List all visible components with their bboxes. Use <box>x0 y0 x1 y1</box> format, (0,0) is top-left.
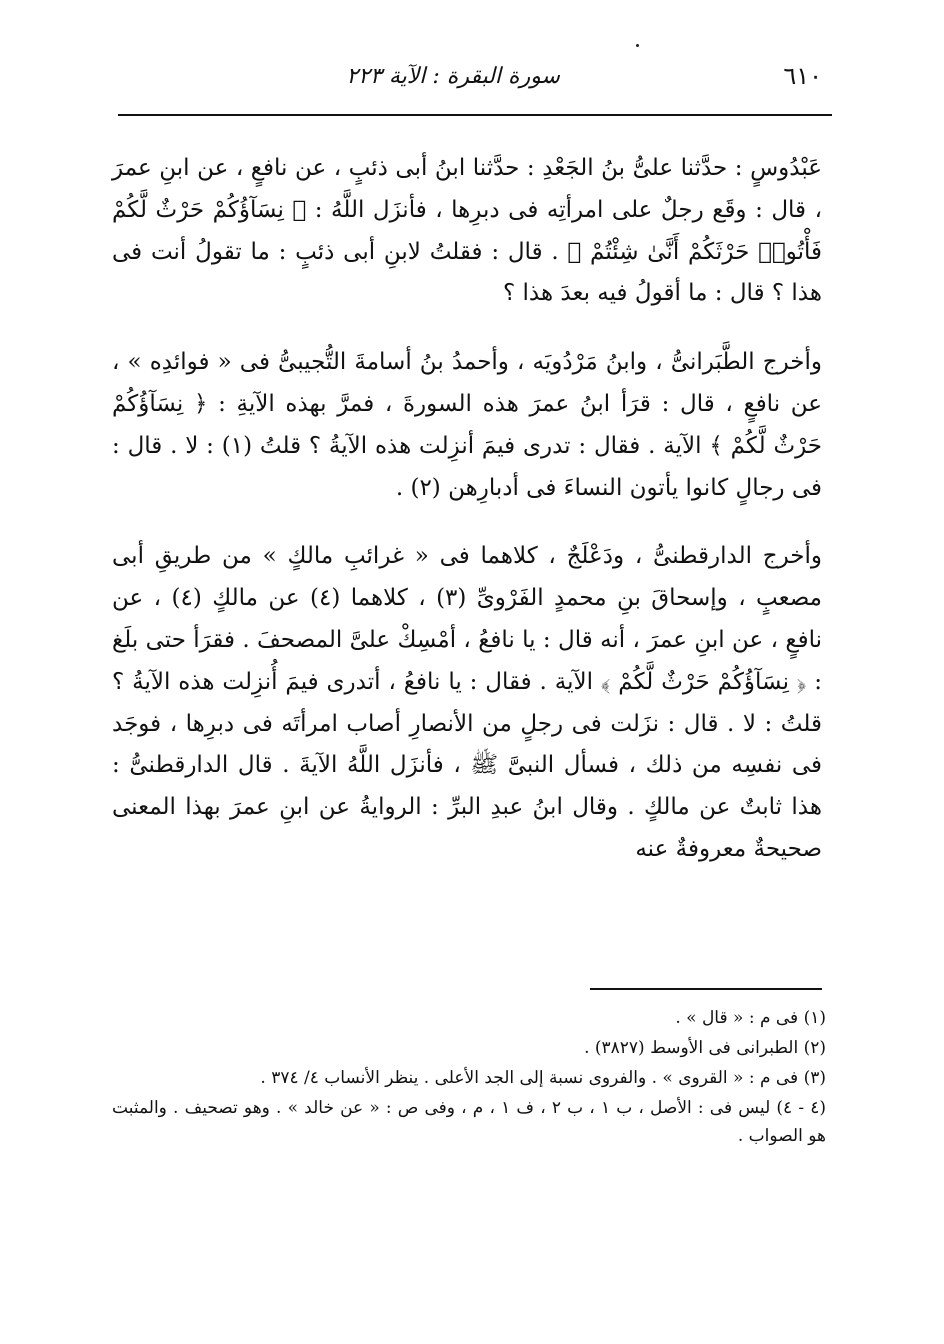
page-header <box>118 62 832 102</box>
footnote-2: (٢) الطبرانى فى الأوسط (٣٨٢٧) . <box>584 1038 826 1058</box>
paragraph-3: وأخرج الدارقطنىُّ ، ودَعْلَجٌ ، كلاهما فى « غرائبِ مالكٍ » من طريقِ أبى مصعبٍ ، وإسحاقَ بنِ محمدٍ الفَرْوىِّ (٣) ، كلاهما (٤) عن مالكٍ (٤) ، عن نافعٍ ، عن ابنِ عمرَ ، أنه قال : يا نافعُ ، أمْسِكْ علىَّ المصحفَ . فقرَأ حتى بلَغ : ﴿ نِسَآؤُكُمْ حَرْثٌ لَّكُمْ ﴾ الآية . فقال : يا نافعُ ، أتدرى فيمَ أُنزِلت هذه الآيةُ ؟ قلتُ : لا . قال : نزَلت فى رجلٍ من الأنصارِ أصاب امرأتَه فى دبرِها ، فوجَد فى نفسِه من ذلك ، فسأل النبىَّ ﷺ ، فأنزَل اللَّهُ الآيةَ . قال الدارقطنىُّ : هذا ثابتٌ عن مالكٍ . وقال ابنُ عبدِ البرِّ : الروايةُ عن ابنِ عمرَ بهذا المعنى صحيحةٌ معروفةٌ عنه <box>112 543 822 862</box>
header-rule <box>118 114 832 116</box>
page-number: ٦١٠ <box>783 62 822 90</box>
footnote-4: (٤ - ٤) ليس فى : الأصل ، ب ١ ، ب ٢ ، ف ١ ، م ، وفى ص : « عن خالد » . وهو تصحيف . والمثبت هو الصواب . <box>112 1098 827 1146</box>
running-title: سورة البقرة : الآية ٢٢٣ <box>346 64 560 89</box>
footnote-1: (١) فى م : « قال » . <box>675 1008 826 1028</box>
paragraph-2: وأخرج الطَّبَرانىُّ ، وابنُ مَرْدُويَه ، وأحمدُ بنُ أسامةَ التُّجيبىُّ فى « فوائدِه » ، عن نافعٍ ، قال : قرَأ ابنُ عمرَ هذه السورةَ ، فمرَّ بهذه الآيةِ : ﴿ نِسَآؤُكُمْ حَرْثٌ لَّكُمْ ﴾ الآية . فقال : تدرى فيمَ أنزِلت هذه الآيةُ ؟ قلتُ (١) : لا . قال : فى رجالٍ كانوا يأتون النساءَ فى أدبارِهن (٢) . <box>112 349 823 501</box>
paragraph-1: عَبْدُوسٍ : حدَّثنا علىُّ بنُ الجَعْدِ : حدَّثنا ابنُ أبى ذئبٍ ، عن نافعٍ ، عن ابنِ عمرَ ، قال : وقَع رجلٌ على امرأتِه فى دبرِها ، فأنزَل اللَّهُ : ﴿ نِسَآؤُكُمْ حَرْثٌ لَّكُمْ فَأْتُوا۟ حَرْثَكُمْ أَنَّىٰ شِئْتُمْ ﴾ . قال : فقلتُ لابنِ أبى ذئبٍ : ما تقولُ أنت فى هذا ؟ قال : ما أقولُ فيه بعدَ هذا ؟ <box>112 155 822 307</box>
footnotes <box>112 1004 826 1152</box>
main-text <box>112 148 822 898</box>
footnote-3: (٣) فى م : « القروى » . والفروى نسبة إلى الجد الأعلى . ينظر الأنساب ٤/ ٣٧٤ . <box>260 1068 826 1088</box>
footnote-rule <box>590 988 822 990</box>
page-mark <box>636 44 639 47</box>
